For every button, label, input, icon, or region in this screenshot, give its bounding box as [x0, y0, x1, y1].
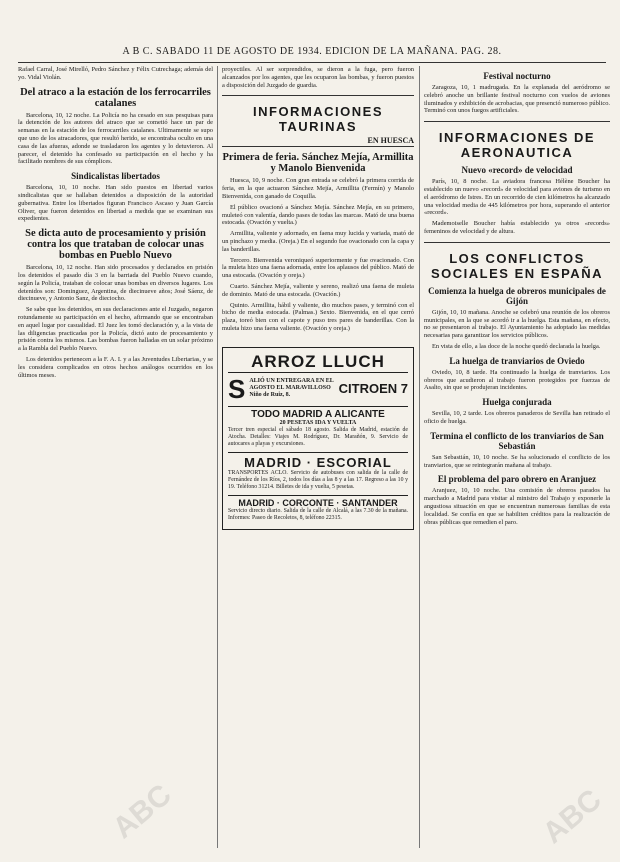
article-text: Barcelona, 10, 10 noche. Han sido puestos en libertad varios sindicalistas que se hallaban detenidos a disposición de la autoridad gubernativa. Entre los libertados figuran Francisco Ascaso y Juan García Oliver, que fueron detenidos en libertad a medida que se examinan sus expedientes.	[18, 184, 213, 223]
ad-text: Servicio directo diario. Salida de la calle de Alcalá, a las 7.30 de la mañana. Informes: Paseo de Recoletos, 8, teléfono 22315.	[228, 507, 408, 521]
page-header: A B C. SABADO 11 DE AGOSTO DE 1934. EDICION DE LA MAÑANA. PAG. 28.	[122, 46, 502, 57]
ad-title: ARROZ LLUCH	[228, 352, 408, 373]
headline-aranjuez: El problema del paro obrero en Aranjuez	[437, 474, 597, 485]
ad-route-price: 20 PESETAS IDA Y VUELTA	[279, 419, 357, 426]
header-rule	[18, 62, 606, 63]
watermark: ABC	[536, 783, 608, 851]
headline-sindicalistas: Sindicalistas libertados	[71, 171, 160, 182]
article-text: Cuarto. Sánchez Mejía, valiente y sereno, realizó una faena de muleta de dominio. Mató de una estocada. (Ovación.)	[222, 282, 414, 298]
article-text: Se sabe que los detenidos, en sus declaraciones ante el Juzgado, negaron rotundamente su participación en el hecho, afirmando que se encontraban en aquel lugar por casualidad. El Juez les tomó declaración y, a la vista de las diligencias practicadas por la Policía, dictó auto de procesamiento y prisión contra los mismos. Las bombas fueron halladas en un solar próximo a la Rambla del Pueblo Nuevo.	[18, 306, 213, 353]
article-text: Barcelona, 10, 12 noche. Han sido procesados y declarados en prisión los detenidos el pasado día 3 en la barriada del Pueblo Nuevo cuando, según la Policía, trataban de colocar unas bombas en diversos lugares. Los detenidos son: Dominguez, Argentina, de diecinueve años; José Sáenz, de diecinueve, y Antonio Sanz, de dieciocho.	[18, 264, 213, 303]
ad-brand: CITROEN 7	[338, 381, 408, 397]
article-text: Armillita, valiente y adornado, en faena muy lucida y variada, mató de un pinchazo y media. (Oreja.) En el segundo fue ovacionado con la capa y las banderillas.	[222, 230, 414, 253]
headline-procesamiento: Se dicta auto de procesamiento y prisión contra los que trataban de colocar unas bombas en Pueblo Nuevo	[25, 228, 206, 262]
article-text: En vista de ello, a las doce de la noche quedó declarada la huelga.	[432, 342, 601, 350]
article-text: Aranjuez, 10, 10 noche. Una comisión de obreros parados ha marchado a Madrid para visitar al ministro del Trabajo y exponerle la angustiosa situación en que se encuentran numerosas familias de esta localidad. Se confía en que se habiliten créditos para la realización de obras públicas que remedien el paro.	[424, 487, 610, 526]
ad-citroen-row	[228, 373, 408, 404]
section-rule	[222, 95, 414, 96]
article-text: Zaragoza, 10, 1 madrugada. En la explanada del aeródromo se celebró anoche un brillante festival nocturno con vuelos de aviones iluminados y exhibición de acrobacias, que presenció numeroso público. Terminó con unos fuegos artificiales.	[424, 84, 610, 115]
article-text: Tercero. Bienvenida veroniqueó superiormente y fue ovacionado. Con la muleta hizo una faena adornada, entre los aplausos del público. Mató de una estocada. (Ovación y oreja.)	[222, 256, 414, 280]
headline-san-sebastian: Termina el conflicto de los tranviarios de San Sebastián	[430, 430, 604, 451]
article-text: Oviedo, 10, 8 tarde. Ha continuado la huelga de tranviarios. Los obreros que acudieron al trabajo fueron protegidos por fuerzas de Asalto, sin que se produjeran incidentes.	[424, 368, 610, 392]
section-title-aeronautica: INFORMACIONES DE AERONAUTICA	[438, 130, 596, 161]
headline-huelga-conjurada: Huelga conjurada	[482, 397, 552, 408]
column-divider	[419, 66, 420, 848]
ad-route-escorial: MADRID · ESCORIAL	[228, 452, 408, 470]
article-text: proyectiles. Al ser sorprendidos, se dieron a la fuga, pero fueron alcanzados por los agentes, que les ocuparon las bombas, y fueron puestos a disposición del Juzgado de guardia.	[222, 66, 414, 89]
section-rule	[424, 121, 610, 122]
headline-atraco: Del atraco a la estación de los ferrocarriles catalanes	[20, 86, 211, 109]
article-text: Mademoiselle Boucher había establecido ya otros «records» femeninos de velocidad y de altura.	[424, 220, 610, 235]
ad-initial: S	[228, 373, 246, 404]
ad-text: ALIÓ UN ENTREGARA EN EL AGOSTO EL MARAVILLOSO	[249, 378, 334, 392]
section-title-conflictos: LOS CONFLICTOS SOCIALES EN ESPAÑA	[431, 250, 603, 281]
column-3	[424, 66, 610, 848]
ad-route-alicante: TODO MADRID A ALICANTE	[228, 406, 408, 420]
ad-text: Niño de Ruiz, 8.	[249, 392, 291, 399]
advertisement	[222, 347, 414, 530]
article-text: El público ovacionó a Sánchez Mejía. Sánchez Mejía, en su primero, muleteó con valentía, dando pases de todas las marcas. Mató de una buena estocada. (Ovación y vuelta.)	[222, 203, 414, 227]
column-divider	[217, 66, 218, 848]
section-title-taurinas: INFORMACIONES TAURINAS	[253, 104, 383, 135]
article-text: Huesca, 10, 9 noche. Con gran entrada se celebró la primera corrida de feria, en la que actuaron Sánchez Mejía, Armillita (Fermín) y Manolo Bienvenida, con ganado de Coquilla.	[222, 177, 414, 200]
article-text: Quinto. Armillita, hábil y valiente, dio muchos pases, y terminó con el bicho de media estocada. (Palmas.) Sexto. Bienvenida, en el que cerró plaza, toreó bien con el capote y puso tres pares de banderillas. Con la muleta hizo una faena valiente. (Ovación y oreja.)	[222, 301, 414, 332]
article-text: Sevilla, 10, 2 tarde. Los obreros panaderos de Sevilla han retirado el oficio de huelga.	[424, 410, 610, 425]
section-subtitle: EN HUESCA	[222, 136, 414, 147]
article-text: Gijón, 10, 10 mañana. Anoche se celebró una reunión de los obreros municipales, en la que se acordó ir a la huelga. Esta mañana, en efecto, no se presentaron al trabajo. El Ayuntamiento ha adoptado las medidas necesarias para garantizar los servicios públicos.	[424, 308, 610, 340]
article-text: Barcelona, 10, 12 noche. La Policía no ha cesado en sus pesquisas para la detención de los autores del atraco que se cometió hace un par de semanas en la estación de los ferrocarriles catalanes. Ultimamente se supo que uno de los atracadores, que resultó herido, se encontraba oculto en una casa de las afueras, adonde se trasladaron los agentes y lo detuvieron. Al parecer, el detenido ha confesado su participación en el hecho y ha facilitado nombres de sus cómplices.	[18, 111, 213, 166]
article-text: París, 10, 8 noche. La aviadora francesa Hélène Boucher ha establecido un nuevo «record» de velocidad para aviones de turismo en el aeródromo de Istres. En un recorrido de cien kilómetros ha alcanzado una velocidad media de 445 kilómetros por hora, superando el anterior «record».	[424, 178, 610, 217]
watermark: ABC	[106, 778, 178, 846]
ad-text: Tercer tren especial el sábado 18 agosto. Salida de Madrid, estación de Atocha. Detalles: Viajes M. Rodríguez, Dr. Marañón, 9. Servicio de autocares a playas y excursiones.	[228, 426, 408, 447]
article-text: San Sebastián, 10, 10 noche. Se ha solucionado el conflicto de los tranviarios, que se reintegrarán mañana al trabajo.	[424, 453, 610, 469]
headline-oviedo: La huelga de tranviarios de Oviedo	[449, 355, 585, 366]
ad-text: TRANSPORTES ACLO. Servicio de autobuses con salida de la calle de Fernández de los Ríos, 2, todos los días a las 8 y a las 17. Regreso a las 10 y 19. Teléfono 31214. Billetes de ida y vuelta, 5 pesetas.	[228, 469, 408, 490]
headline-feria: Primera de feria. Sánchez Mejía, Armillita y Manolo Bienvenida	[222, 152, 414, 175]
article-text: Los detenidos pertenecen a la F. A. I. y a las Juventudes Libertarias, y se les considera complicados en otros hechos análogos ocurridos en los últimos meses.	[18, 355, 213, 379]
headline-festival: Festival nocturno	[483, 71, 551, 81]
headline-record: Nuevo «record» de velocidad	[461, 165, 573, 176]
section-rule	[424, 242, 610, 243]
column-1	[18, 66, 213, 848]
column-2	[222, 66, 414, 848]
ad-route-santander: MADRID · CORCONTE · SANTANDER	[228, 495, 408, 508]
article-text: Rafael Carral, José Mirelló, Pedro Sánchez y Félix Cutrechaga; además del yo. Vidal Violán.	[18, 66, 213, 81]
headline-gijon: Comienza la huelga de obreros municipales de Gijón	[428, 285, 606, 306]
